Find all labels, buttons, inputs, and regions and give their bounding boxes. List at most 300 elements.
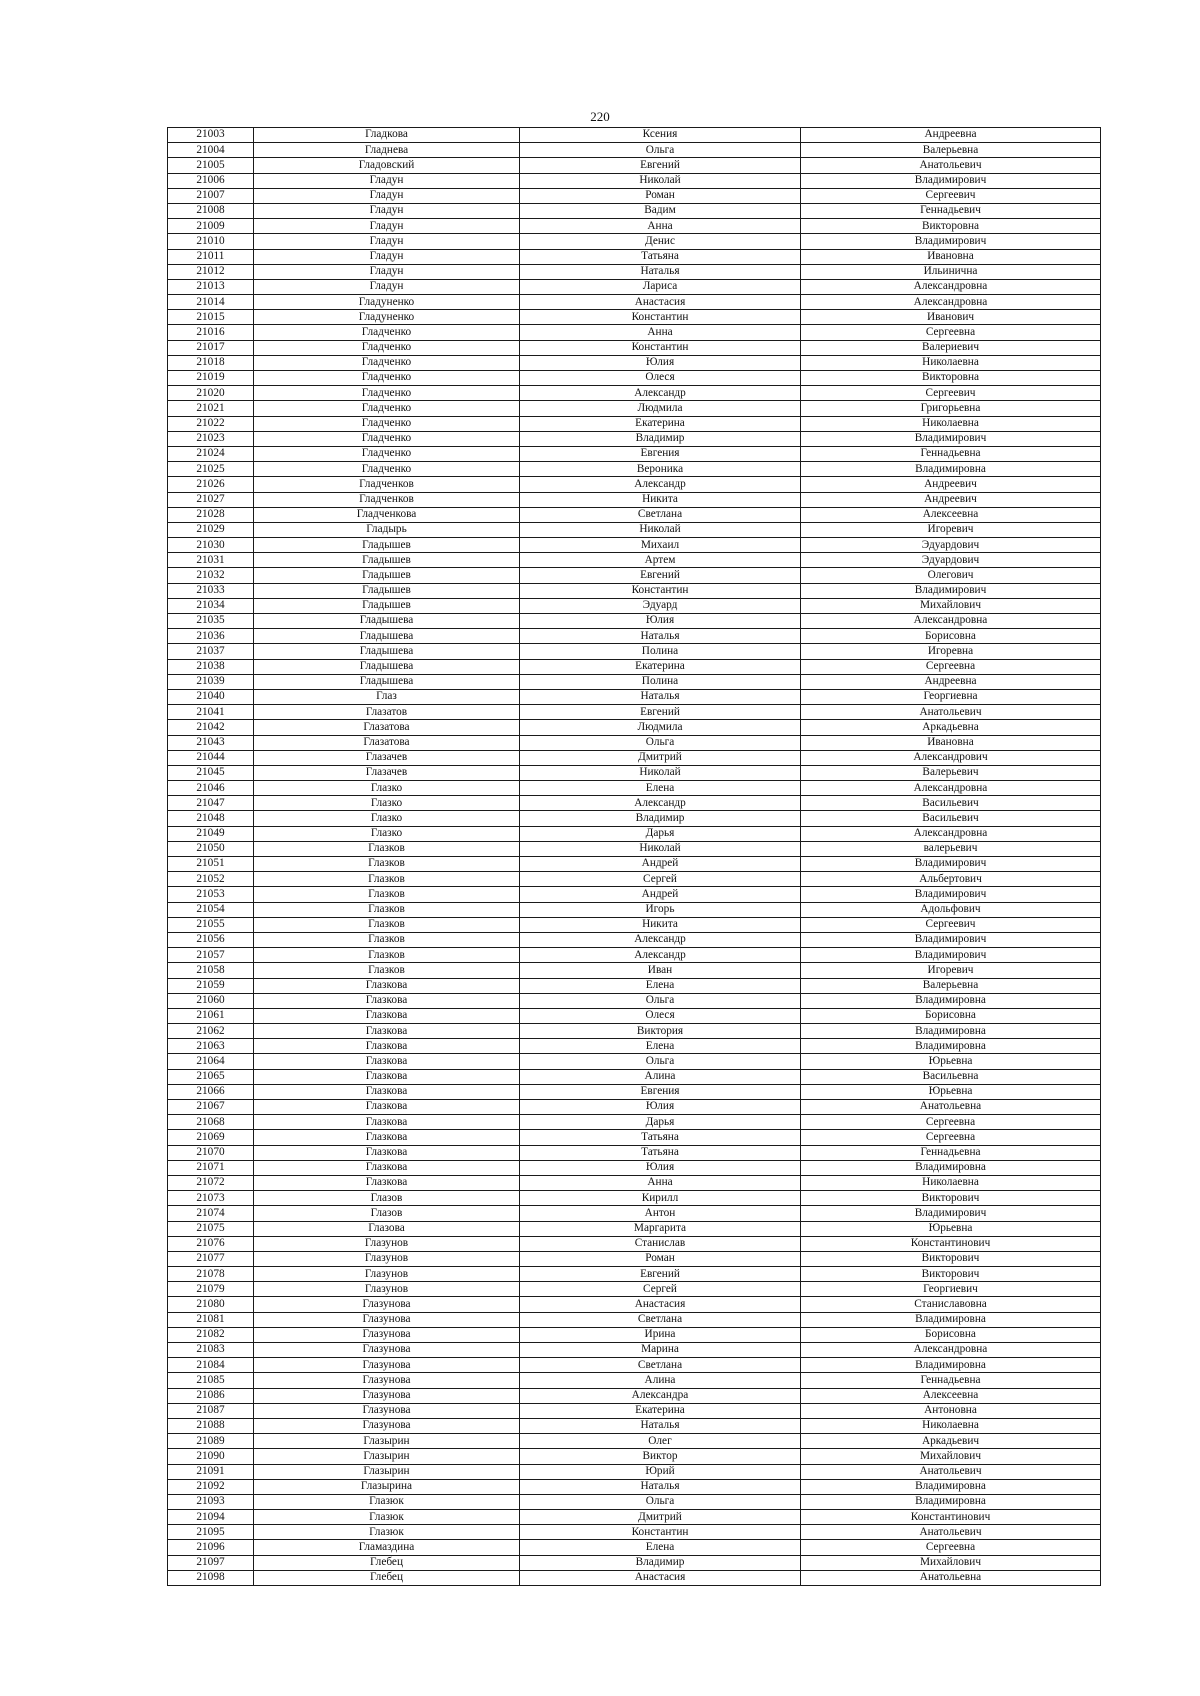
table-row — [168, 1039, 1101, 1054]
record-number-cell: 21077 — [168, 1251, 254, 1266]
first-name-cell: Евгений — [520, 1267, 801, 1282]
last-name-cell: Гладышев — [254, 598, 520, 613]
last-name-cell: Глазов — [254, 1191, 520, 1206]
record-number-cell: 21055 — [168, 917, 254, 932]
first-name-cell: Александр — [520, 477, 801, 492]
first-name-cell: Ольга — [520, 143, 801, 158]
table-row — [168, 781, 1101, 796]
record-number-cell: 21045 — [168, 765, 254, 780]
first-name-cell: Дмитрий — [520, 750, 801, 765]
table-row — [168, 978, 1101, 993]
record-number-cell: 21046 — [168, 781, 254, 796]
table-row — [168, 538, 1101, 553]
patronymic-cell: Геннадьевна — [801, 1145, 1101, 1160]
table-row — [168, 796, 1101, 811]
patronymic-cell: Михайлович — [801, 598, 1101, 613]
table-row — [168, 568, 1101, 583]
first-name-cell: Ольга — [520, 993, 801, 1008]
table-row — [168, 1297, 1101, 1312]
record-number-cell: 21025 — [168, 462, 254, 477]
record-number-cell: 21084 — [168, 1358, 254, 1373]
record-number-cell: 21072 — [168, 1175, 254, 1190]
record-number-cell: 21067 — [168, 1100, 254, 1115]
record-number-cell: 21044 — [168, 750, 254, 765]
table-row — [168, 735, 1101, 750]
record-number-cell: 21009 — [168, 219, 254, 234]
table-row — [168, 264, 1101, 279]
patronymic-cell: Владимировна — [801, 1160, 1101, 1175]
first-name-cell: Людмила — [520, 401, 801, 416]
last-name-cell: Глазунова — [254, 1312, 520, 1327]
last-name-cell: Глазкова — [254, 1130, 520, 1145]
patronymic-cell: Георгиевна — [801, 689, 1101, 704]
table-row — [168, 1054, 1101, 1069]
first-name-cell: Константин — [520, 583, 801, 598]
last-name-cell: Гладышев — [254, 553, 520, 568]
table-row — [168, 249, 1101, 264]
record-number-cell: 21057 — [168, 948, 254, 963]
table-row — [168, 629, 1101, 644]
table-row — [168, 477, 1101, 492]
last-name-cell: Глазюк — [254, 1525, 520, 1540]
first-name-cell: Наталья — [520, 1418, 801, 1433]
table-row — [168, 128, 1101, 143]
registry-body — [168, 128, 1101, 1586]
last-name-cell: Гладченко — [254, 386, 520, 401]
last-name-cell: Глазкова — [254, 1160, 520, 1175]
first-name-cell: Николай — [520, 173, 801, 188]
last-name-cell: Глазунов — [254, 1251, 520, 1266]
first-name-cell: Светлана — [520, 1312, 801, 1327]
last-name-cell: Глазунова — [254, 1327, 520, 1342]
record-number-cell: 21022 — [168, 416, 254, 431]
patronymic-cell: Станиславовна — [801, 1297, 1101, 1312]
table-row — [168, 1570, 1101, 1585]
last-name-cell: Гладченко — [254, 462, 520, 477]
last-name-cell: Глазова — [254, 1221, 520, 1236]
patronymic-cell: Григорьевна — [801, 401, 1101, 416]
first-name-cell: Юлия — [520, 355, 801, 370]
last-name-cell: Гладышева — [254, 629, 520, 644]
patronymic-cell: Ивановна — [801, 249, 1101, 264]
table-row — [168, 492, 1101, 507]
table-row — [168, 887, 1101, 902]
patronymic-cell: Иванович — [801, 310, 1101, 325]
record-number-cell: 21039 — [168, 674, 254, 689]
table-row — [168, 1130, 1101, 1145]
record-number-cell: 21089 — [168, 1434, 254, 1449]
record-number-cell: 21059 — [168, 978, 254, 993]
table-row — [168, 720, 1101, 735]
table-row — [168, 1525, 1101, 1540]
first-name-cell: Никита — [520, 917, 801, 932]
patronymic-cell: Владимирович — [801, 887, 1101, 902]
patronymic-cell: Валерьевна — [801, 978, 1101, 993]
last-name-cell: Гладышева — [254, 674, 520, 689]
last-name-cell: Гладышев — [254, 568, 520, 583]
patronymic-cell: Эдуардович — [801, 553, 1101, 568]
table-row — [168, 355, 1101, 370]
last-name-cell: Гладовский — [254, 158, 520, 173]
table-row — [168, 279, 1101, 294]
first-name-cell: Константин — [520, 1525, 801, 1540]
last-name-cell: Глазюк — [254, 1494, 520, 1509]
last-name-cell: Глазкова — [254, 1008, 520, 1023]
record-number-cell: 21053 — [168, 887, 254, 902]
patronymic-cell: Владимирович — [801, 932, 1101, 947]
record-number-cell: 21013 — [168, 279, 254, 294]
patronymic-cell: Ивановна — [801, 735, 1101, 750]
first-name-cell: Иван — [520, 963, 801, 978]
last-name-cell: Гладышев — [254, 538, 520, 553]
first-name-cell: Елена — [520, 1039, 801, 1054]
record-number-cell: 21081 — [168, 1312, 254, 1327]
patronymic-cell: Владимировна — [801, 993, 1101, 1008]
last-name-cell: Глаз — [254, 689, 520, 704]
patronymic-cell: Михайлович — [801, 1449, 1101, 1464]
table-row — [168, 416, 1101, 431]
table-row — [168, 310, 1101, 325]
record-number-cell: 21061 — [168, 1008, 254, 1023]
first-name-cell: Лариса — [520, 279, 801, 294]
last-name-cell: Гладышев — [254, 583, 520, 598]
table-row — [168, 143, 1101, 158]
first-name-cell: Алина — [520, 1069, 801, 1084]
first-name-cell: Елена — [520, 1540, 801, 1555]
table-row — [168, 1327, 1101, 1342]
record-number-cell: 21030 — [168, 538, 254, 553]
patronymic-cell: Владимировна — [801, 1479, 1101, 1494]
record-number-cell: 21040 — [168, 689, 254, 704]
record-number-cell: 21073 — [168, 1191, 254, 1206]
first-name-cell: Александр — [520, 796, 801, 811]
first-name-cell: Константин — [520, 340, 801, 355]
first-name-cell: Евгений — [520, 158, 801, 173]
patronymic-cell: Аркадьевна — [801, 720, 1101, 735]
last-name-cell: Глазов — [254, 1206, 520, 1221]
patronymic-cell: Владимирович — [801, 234, 1101, 249]
first-name-cell: Дарья — [520, 1115, 801, 1130]
record-number-cell: 21034 — [168, 598, 254, 613]
patronymic-cell: Александровна — [801, 279, 1101, 294]
patronymic-cell: Ильинична — [801, 264, 1101, 279]
table-row — [168, 1267, 1101, 1282]
first-name-cell: Татьяна — [520, 1145, 801, 1160]
patronymic-cell: Васильевна — [801, 1069, 1101, 1084]
last-name-cell: Глазунова — [254, 1403, 520, 1418]
first-name-cell: Владимир — [520, 1555, 801, 1570]
table-row — [168, 583, 1101, 598]
first-name-cell: Никита — [520, 492, 801, 507]
table-row — [168, 811, 1101, 826]
table-row — [168, 1160, 1101, 1175]
record-number-cell: 21032 — [168, 568, 254, 583]
first-name-cell: Светлана — [520, 1358, 801, 1373]
first-name-cell: Екатерина — [520, 1403, 801, 1418]
table-row — [168, 1403, 1101, 1418]
first-name-cell: Виктор — [520, 1449, 801, 1464]
first-name-cell: Олеся — [520, 1008, 801, 1023]
table-row — [168, 963, 1101, 978]
record-number-cell: 21036 — [168, 629, 254, 644]
last-name-cell: Глазков — [254, 857, 520, 872]
table-row — [168, 689, 1101, 704]
table-row — [168, 1115, 1101, 1130]
record-number-cell: 21082 — [168, 1327, 254, 1342]
patronymic-cell: Сергеевич — [801, 917, 1101, 932]
last-name-cell: Глазков — [254, 963, 520, 978]
patronymic-cell: Андреевич — [801, 492, 1101, 507]
first-name-cell: Игорь — [520, 902, 801, 917]
first-name-cell: Сергей — [520, 1282, 801, 1297]
patronymic-cell: Владимировна — [801, 1024, 1101, 1039]
record-number-cell: 21029 — [168, 522, 254, 537]
first-name-cell: Александра — [520, 1388, 801, 1403]
patronymic-cell: Владимирович — [801, 948, 1101, 963]
table-row — [168, 431, 1101, 446]
last-name-cell: Глазачев — [254, 765, 520, 780]
last-name-cell: Глазков — [254, 948, 520, 963]
patronymic-cell: Александрович — [801, 750, 1101, 765]
last-name-cell: Гладун — [254, 173, 520, 188]
patronymic-cell: Викторович — [801, 1191, 1101, 1206]
record-number-cell: 21007 — [168, 188, 254, 203]
record-number-cell: 21042 — [168, 720, 254, 735]
table-row — [168, 644, 1101, 659]
first-name-cell: Евгения — [520, 1084, 801, 1099]
table-row — [168, 1282, 1101, 1297]
last-name-cell: Глазков — [254, 932, 520, 947]
record-number-cell: 21062 — [168, 1024, 254, 1039]
table-row — [168, 1024, 1101, 1039]
record-number-cell: 21015 — [168, 310, 254, 325]
first-name-cell: Наталья — [520, 629, 801, 644]
first-name-cell: Евгения — [520, 446, 801, 461]
table-row — [168, 1145, 1101, 1160]
last-name-cell: Глазкова — [254, 1175, 520, 1190]
last-name-cell: Гладченко — [254, 325, 520, 340]
patronymic-cell: Константинович — [801, 1510, 1101, 1525]
table-row — [168, 203, 1101, 218]
table-row — [168, 446, 1101, 461]
patronymic-cell: Алексеевна — [801, 507, 1101, 522]
patronymic-cell: Александровна — [801, 781, 1101, 796]
record-number-cell: 21054 — [168, 902, 254, 917]
patronymic-cell: Олегович — [801, 568, 1101, 583]
record-number-cell: 21033 — [168, 583, 254, 598]
first-name-cell: Антон — [520, 1206, 801, 1221]
patronymic-cell: Васильевич — [801, 811, 1101, 826]
patronymic-cell: Игоревич — [801, 522, 1101, 537]
record-number-cell: 21041 — [168, 705, 254, 720]
table-row — [168, 917, 1101, 932]
first-name-cell: Александр — [520, 948, 801, 963]
table-row — [168, 1434, 1101, 1449]
table-row — [168, 1221, 1101, 1236]
first-name-cell: Артем — [520, 553, 801, 568]
patronymic-cell: Геннадьевич — [801, 203, 1101, 218]
table-row — [168, 614, 1101, 629]
first-name-cell: Людмила — [520, 720, 801, 735]
table-row — [168, 1175, 1101, 1190]
table-row — [168, 902, 1101, 917]
patronymic-cell: валерьевич — [801, 841, 1101, 856]
record-number-cell: 21027 — [168, 492, 254, 507]
name-registry-table — [167, 127, 1101, 1586]
table-row — [168, 340, 1101, 355]
table-row — [168, 522, 1101, 537]
last-name-cell: Глазков — [254, 887, 520, 902]
first-name-cell: Анна — [520, 1175, 801, 1190]
record-number-cell: 21068 — [168, 1115, 254, 1130]
table-row — [168, 234, 1101, 249]
last-name-cell: Глазунова — [254, 1388, 520, 1403]
table-row — [168, 1343, 1101, 1358]
first-name-cell: Андрей — [520, 887, 801, 902]
last-name-cell: Гладченко — [254, 355, 520, 370]
last-name-cell: Глазкова — [254, 1054, 520, 1069]
patronymic-cell: Сергеевна — [801, 1115, 1101, 1130]
first-name-cell: Ксения — [520, 128, 801, 143]
last-name-cell: Глазков — [254, 872, 520, 887]
table-row — [168, 1373, 1101, 1388]
record-number-cell: 21064 — [168, 1054, 254, 1069]
last-name-cell: Глазатов — [254, 705, 520, 720]
record-number-cell: 21031 — [168, 553, 254, 568]
table-row — [168, 1555, 1101, 1570]
record-number-cell: 21063 — [168, 1039, 254, 1054]
record-number-cell: 21058 — [168, 963, 254, 978]
record-number-cell: 21005 — [168, 158, 254, 173]
last-name-cell: Глазков — [254, 902, 520, 917]
last-name-cell: Гладун — [254, 279, 520, 294]
record-number-cell: 21079 — [168, 1282, 254, 1297]
table-row — [168, 993, 1101, 1008]
patronymic-cell: Борисовна — [801, 1327, 1101, 1342]
first-name-cell: Екатерина — [520, 416, 801, 431]
table-row — [168, 188, 1101, 203]
patronymic-cell: Сергеевна — [801, 659, 1101, 674]
patronymic-cell: Владимировна — [801, 1358, 1101, 1373]
first-name-cell: Вадим — [520, 203, 801, 218]
last-name-cell: Глебец — [254, 1555, 520, 1570]
patronymic-cell: Александровна — [801, 826, 1101, 841]
last-name-cell: Глазунова — [254, 1418, 520, 1433]
last-name-cell: Гладун — [254, 264, 520, 279]
patronymic-cell: Андреевна — [801, 674, 1101, 689]
record-number-cell: 21010 — [168, 234, 254, 249]
last-name-cell: Глазунова — [254, 1358, 520, 1373]
first-name-cell: Сергей — [520, 872, 801, 887]
first-name-cell: Владимир — [520, 811, 801, 826]
first-name-cell: Татьяна — [520, 1130, 801, 1145]
record-number-cell: 21083 — [168, 1343, 254, 1358]
last-name-cell: Глазунов — [254, 1236, 520, 1251]
last-name-cell: Глазунов — [254, 1282, 520, 1297]
last-name-cell: Глазатова — [254, 735, 520, 750]
last-name-cell: Глазунова — [254, 1343, 520, 1358]
table-row — [168, 1084, 1101, 1099]
last-name-cell: Глазырина — [254, 1479, 520, 1494]
table-row — [168, 295, 1101, 310]
table-row — [168, 507, 1101, 522]
table-row — [168, 173, 1101, 188]
patronymic-cell: Альбертович — [801, 872, 1101, 887]
last-name-cell: Гладченко — [254, 416, 520, 431]
last-name-cell: Глазатова — [254, 720, 520, 735]
record-number-cell: 21017 — [168, 340, 254, 355]
record-number-cell: 21056 — [168, 932, 254, 947]
last-name-cell: Глазунов — [254, 1267, 520, 1282]
table-row — [168, 1388, 1101, 1403]
last-name-cell: Глазырин — [254, 1434, 520, 1449]
table-row — [168, 158, 1101, 173]
last-name-cell: Глазунова — [254, 1297, 520, 1312]
record-number-cell: 21004 — [168, 143, 254, 158]
patronymic-cell: Александровна — [801, 614, 1101, 629]
first-name-cell: Алина — [520, 1373, 801, 1388]
first-name-cell: Анастасия — [520, 1297, 801, 1312]
last-name-cell: Гладченкова — [254, 507, 520, 522]
first-name-cell: Роман — [520, 188, 801, 203]
record-number-cell: 21086 — [168, 1388, 254, 1403]
last-name-cell: Глазунова — [254, 1373, 520, 1388]
record-number-cell: 21080 — [168, 1297, 254, 1312]
table-row — [168, 553, 1101, 568]
table-row — [168, 1251, 1101, 1266]
record-number-cell: 21003 — [168, 128, 254, 143]
last-name-cell: Глазков — [254, 841, 520, 856]
patronymic-cell: Эдуардович — [801, 538, 1101, 553]
record-number-cell: 21078 — [168, 1267, 254, 1282]
record-number-cell: 21070 — [168, 1145, 254, 1160]
patronymic-cell: Анатольевич — [801, 1464, 1101, 1479]
first-name-cell: Виктория — [520, 1024, 801, 1039]
patronymic-cell: Владимировна — [801, 1039, 1101, 1054]
record-number-cell: 21075 — [168, 1221, 254, 1236]
last-name-cell: Глазко — [254, 811, 520, 826]
last-name-cell: Гладченко — [254, 340, 520, 355]
record-number-cell: 21050 — [168, 841, 254, 856]
first-name-cell: Ольга — [520, 1494, 801, 1509]
table-row — [168, 750, 1101, 765]
last-name-cell: Глебец — [254, 1570, 520, 1585]
last-name-cell: Глазко — [254, 826, 520, 841]
table-row — [168, 841, 1101, 856]
table-row — [168, 1510, 1101, 1525]
record-number-cell: 21071 — [168, 1160, 254, 1175]
last-name-cell: Глазкова — [254, 1115, 520, 1130]
first-name-cell: Ирина — [520, 1327, 801, 1342]
record-number-cell: 21090 — [168, 1449, 254, 1464]
patronymic-cell: Андреевич — [801, 477, 1101, 492]
last-name-cell: Глазкова — [254, 993, 520, 1008]
patronymic-cell: Владимирович — [801, 857, 1101, 872]
patronymic-cell: Сергеевич — [801, 386, 1101, 401]
table-row — [168, 674, 1101, 689]
first-name-cell: Михаил — [520, 538, 801, 553]
record-number-cell: 21066 — [168, 1084, 254, 1099]
table-row — [168, 705, 1101, 720]
last-name-cell: Гладырь — [254, 522, 520, 537]
table-row — [168, 826, 1101, 841]
first-name-cell: Маргарита — [520, 1221, 801, 1236]
patronymic-cell: Николаевна — [801, 355, 1101, 370]
record-number-cell: 21023 — [168, 431, 254, 446]
patronymic-cell: Владимирович — [801, 583, 1101, 598]
record-number-cell: 21096 — [168, 1540, 254, 1555]
patronymic-cell: Викторовна — [801, 219, 1101, 234]
